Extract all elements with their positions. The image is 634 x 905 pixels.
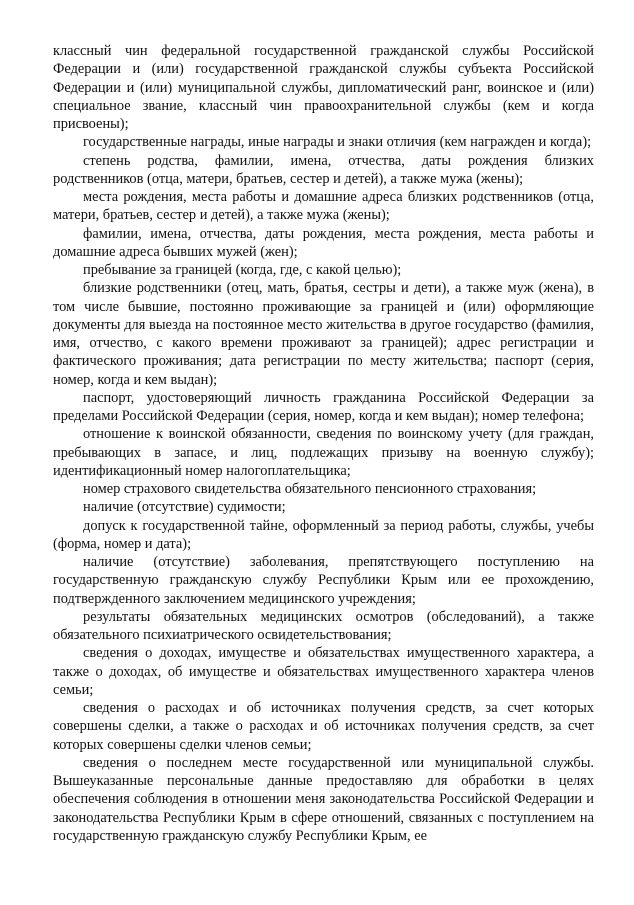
paragraph-awards: государственные награды, иные награды и знаки отличия (кем награжден и когда); — [83, 134, 592, 151]
paragraph-relatives-addresses: места рождения, места работы и домашние адреса близких родственников (отца, матери, братьев, сестер и детей), а также мужа (жены); — [53, 189, 594, 224]
document-body — [53, 42, 594, 845]
paragraph-pension-insurance: номер страхового свидетельства обязательного пенсионного страхования; — [83, 481, 537, 497]
paragraph-last-service: сведения о последнем месте государственной или муниципальной службы. Вышеуказанные персональные данные предоставляю для обработки в целях обеспечения соблюдения в отношении меня законодательства Российской Федерации и законодательства Республики Крым в сфере отношений, связанных с поступлением на государственную гражданскую службу Республики Крым, ее — [53, 754, 594, 844]
paragraph-expenses: сведения о расходах и об источниках получения средств, за счет которых совершены сделки, а также о расходах и об источниках получения средств, за счет которых совершены сделки членов семьи; — [53, 700, 594, 753]
paragraph-disease: наличие (отсутствие) заболевания, препятствующего поступлению на государственную гражданскую службу Республики Крым или ее прохождению, подтвержденного заключением медицинского учреждения; — [53, 554, 594, 607]
paragraph-medical-exams: результаты обязательных медицинских осмотров (обследований), а также обязательного психиатрического освидетельствования; — [53, 608, 594, 643]
paragraph-former-spouses: фамилии, имена, отчества, даты рождения, места рождения, места работы и домашние адреса бывших мужей (жен); — [53, 225, 594, 260]
paragraph-income: сведения о доходах, имуществе и обязательствах имущественного характера, а также о доходах, об имуществе и обязательствах имущественного характера членов семьи; — [53, 645, 594, 698]
paragraph-relatives-abroad: близкие родственники (отец, мать, братья, сестры и дети), а также муж (жена), в том числе бывшие, постоянно проживающие за границей и (или) оформляющие документы для выезда на постоянное место жительства в другое государство (фамилия, имя, отчество, с какого времени проживают за границей); адрес регистрации и фактического проживания; дата регистрации по месту жительства; паспорт (серия, номер, когда и кем выдан); — [53, 280, 594, 388]
paragraph-kinship: степень родства, фамилии, имена, отчества, даты рождения близких родственников (отца, матери, братьев, сестер и детей), а также мужа (жены); — [53, 152, 594, 187]
paragraph-criminal-record: наличие (отсутствие) судимости; — [83, 499, 286, 516]
paragraph-stay-abroad: пребывание за границей (когда, где, с какой целью); — [83, 262, 402, 278]
paragraph-foreign-passport: паспорт, удостоверяющий личность гражданина Российской Федерации за пределами Российской Федерации (серия, номер, когда и кем выдан); номер телефона; — [53, 389, 594, 424]
paragraph-state-secret: допуск к государственной тайне, оформленный за период работы, службы, учебы (форма, номер и дата); — [53, 517, 594, 552]
paragraph-class-rank: классный чин федеральной государственной гражданской службы Российской Федерации и (или) государственной гражданской службы субъекта Российской Федерации и (или) муниципальной службы, дипломатический ранг, воинское и (или) специальное звание, классный чин правоохранительной службы (кем и когда присвоены); — [53, 43, 594, 132]
paragraph-military-duty: отношение к воинской обязанности, сведения по воинскому учету (для граждан, пребывающих в запасе, и лиц, подлежащих призыву на военную службу); идентификационный номер налогоплательщика; — [53, 426, 594, 479]
